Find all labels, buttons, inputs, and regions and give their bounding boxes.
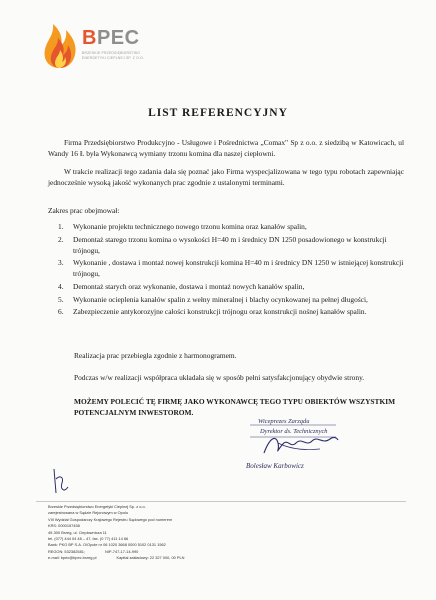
footer-line: Brzeskie Przedsiębiorstwo Energetyki Cieplnej Sp. z o.o. [48, 504, 146, 509]
footer-line: VIII Wydział Gospodarczy Krajowego Rejestru Sądowego pod numerem [48, 516, 173, 522]
footer-line: Bank: PKO BP S.A. O/Opole nr 06 1020 3668 0000 5102 0131 1562 [48, 542, 166, 548]
cooperation-paragraph: Podczas w/w realizacji współpraca układała się w sposób pełni satysfakcjonujący obydwie strony. [74, 373, 365, 382]
scope-heading: Zakres prac obejmował: [48, 206, 120, 215]
recommendation-statement: MOŻEMY POLECIĆ TĘ FIRMĘ JAKO WYKONAWCĘ TEGO TYPU OBIEKTÓW WSZYSTKIM POTENCJALNYM INWESTOROM. [74, 397, 396, 417]
handwritten-signature-icon [260, 431, 340, 461]
list-item: 3. Wykonanie , dostawa i montaż nowej konstrukcji komina H=40 m i średnicy DN 1250 w istniejącej konstrukcji trójnogu, [58, 258, 404, 279]
signer-position: Wiceprezes Zarządu [258, 418, 310, 425]
bpec-logo [40, 18, 170, 70]
page-title: LIST REFERENCYJNY [148, 107, 288, 119]
list-item: 2. Demontaż starego trzonu komina o wysokości H=40 m i średnicy DN 1250 posadowionego w konstrukcji trójnogu, [58, 234, 387, 255]
brand-subtitle: BRZESKIE PRZEDSIĘBIORSTWO ENERGETYKI CIEPLNEJ SP. Z O.O. [82, 51, 145, 60]
company-footer [48, 504, 348, 562]
scope-list [48, 221, 408, 319]
footer-nip: NIP-747-17-14-990 [104, 548, 139, 554]
list-item: 4. Demontaż starych oraz wykonanie, dostawa i montaż nowych kanałów spalin, [58, 281, 305, 291]
list-item: 1. Wykonanie projektu technicznego nowego trzonu komina oraz kanałów spalin, [58, 222, 307, 231]
footer-line: KRS: 0000157458 [48, 523, 80, 529]
list-item: 6. Zabezpieczenie antykorozyjne całości konstrukcji trójnogu oraz konstrukcji nośnej kanałów spalin. [58, 307, 367, 317]
signer-name: Bolesław Karbowicz [246, 462, 304, 470]
signature-block [238, 415, 358, 475]
intro-paragraph: Firma Przedsiębiorstwo Produkcyjno - Usługowe i Pośrednictwa „Comax" Sp z o.o. z siedzibą w Katowicach, ul Wandy 16 Ł była Wykonawcą wymiany trzonu komina dla naszej ciepłowni. [48, 138, 404, 159]
footer-line: zarejestrowana w Sądzie Rejonowym w Opolu [48, 510, 129, 516]
footer-line: tel. (077) 444 04 48 – 47, fax. (0 77) 411 14 66 [48, 536, 129, 542]
list-item: 5. Wykonanie ocieplenia kanałów spalin z wełny mineralnej i blachy ocynkowanej na pełnej długości, [58, 294, 368, 304]
flame-logo-icon [40, 18, 80, 70]
brand-name: BPEC [82, 27, 140, 49]
schedule-paragraph: Realizacja prac przebiegła zgodnie z harmonogramem. [74, 351, 237, 360]
quality-paragraph: W trakcie realizacji tego zadania dała się poznać jako Firma wyspecjalizowana w tego typu robotach zapewniając jednocześnie wysoką jakość wykonanych prac zgodnie z ustalonymi terminami. [48, 167, 404, 188]
footer-capital: Kapitał zakładowy: 22 327 000, 00 PLN [116, 555, 185, 561]
footer-line: 49-300 Brzeg, ul. Ciepłownicza 11 [48, 529, 107, 535]
footer-line: e-mail: bpec@bpec.brzeg.pl Kapitał zakładowy: 22 327 000, 00 PLN [48, 555, 185, 561]
footer-divider [36, 501, 406, 502]
footer-line: REGON: 532382581; NIP-747-17-14-990 [48, 548, 139, 554]
signer-department: Dyrektor ds. Technicznych [260, 428, 328, 435]
initials-scribble-icon [50, 465, 72, 497]
